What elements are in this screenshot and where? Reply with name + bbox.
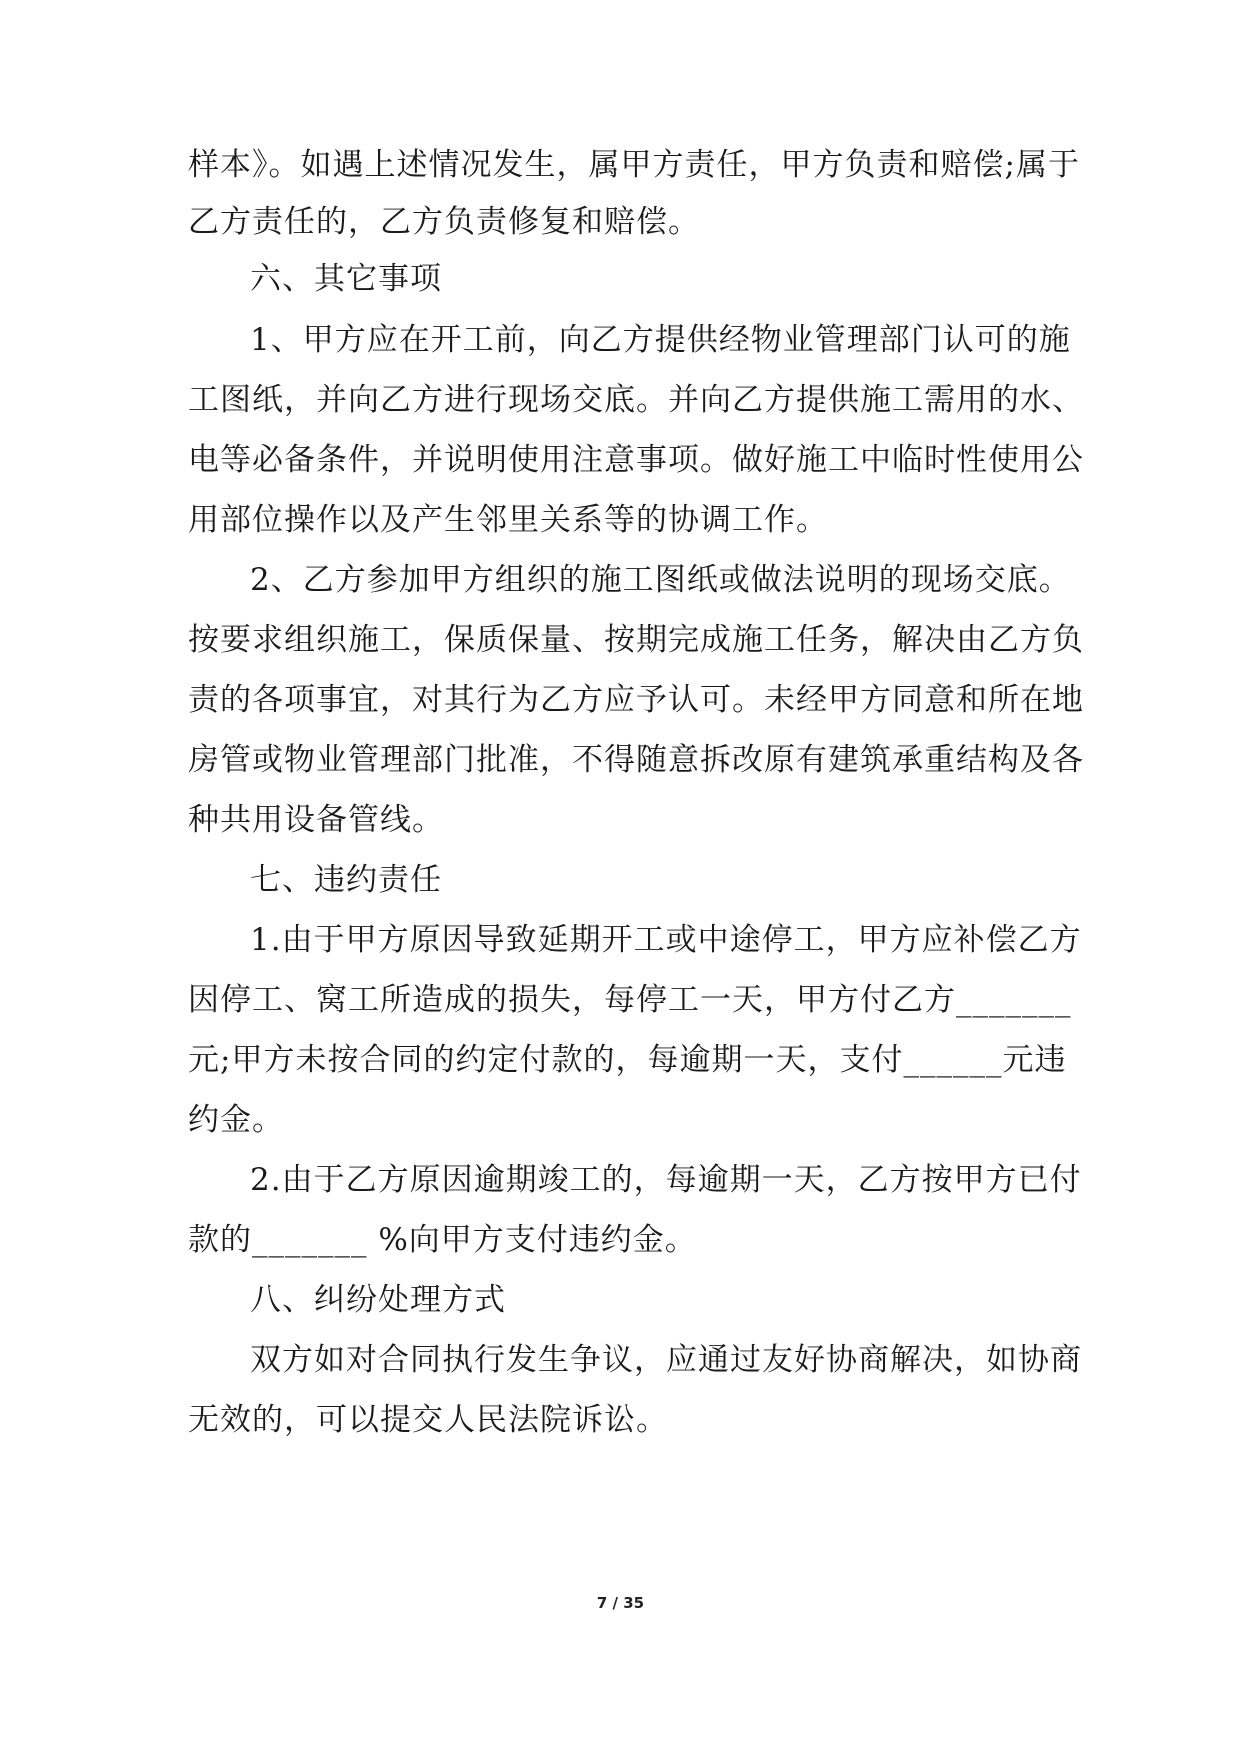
text-line: 2、乙方参加甲方组织的施工图纸或做法说明的现场交底。 — [250, 562, 1071, 598]
text-line: 按要求组织施工，保质保量、按期完成施工任务，解决由乙方负 — [188, 622, 1084, 658]
text-line: 用部位操作以及产生邻里关系等的协调工作。 — [188, 502, 828, 538]
text-line: 电等必备条件，并说明使用注意事项。做好施工中临时性使用公 — [188, 442, 1084, 478]
text-line: 责的各项事宜，对其行为乙方应予认可。未经甲方同意和所在地 — [188, 682, 1084, 718]
section-heading: 七、违约责任 — [250, 862, 442, 898]
page-number: 7 / 35 — [596, 1594, 645, 1612]
section-heading: 六、其它事项 — [250, 261, 442, 297]
text-line: 乙方责任的，乙方负责修复和赔偿。 — [188, 204, 700, 240]
text-line: 2.由于乙方原因逾期竣工的，每逾期一天，乙方按甲方已付 — [250, 1162, 1082, 1198]
text-line: 约金。 — [188, 1102, 284, 1138]
text-line: 元;甲方未按合同的约定付款的，每逾期一天，支付______元违 — [188, 1042, 1067, 1078]
text-line: 无效的，可以提交人民法院诉讼。 — [188, 1402, 668, 1438]
text-line: 双方如对合同执行发生争议，应通过友好协商解决，如协商 — [250, 1342, 1082, 1378]
text-line: 因停工、窝工所造成的损失，每停工一天，甲方付乙方_______ — [188, 982, 1072, 1018]
text-line: 1、甲方应在开工前，向乙方提供经物业管理部门认可的施 — [250, 322, 1071, 358]
text-line: 工图纸，并向乙方进行现场交底。并向乙方提供施工需用的水、 — [188, 382, 1084, 418]
text-line: 款的_______ %向甲方支付违约金。 — [188, 1222, 697, 1258]
section-heading: 八、纠纷处理方式 — [250, 1282, 506, 1318]
text-line: 房管或物业管理部门批准，不得随意拆改原有建筑承重结构及各 — [188, 742, 1084, 778]
text-line: 种共用设备管线。 — [188, 802, 444, 838]
text-line: 样本》。如遇上述情况发生，属甲方责任，甲方负责和赔偿;属于 — [188, 147, 1080, 183]
text-line: 1.由于甲方原因导致延期开工或中途停工，甲方应补偿乙方 — [250, 922, 1082, 958]
